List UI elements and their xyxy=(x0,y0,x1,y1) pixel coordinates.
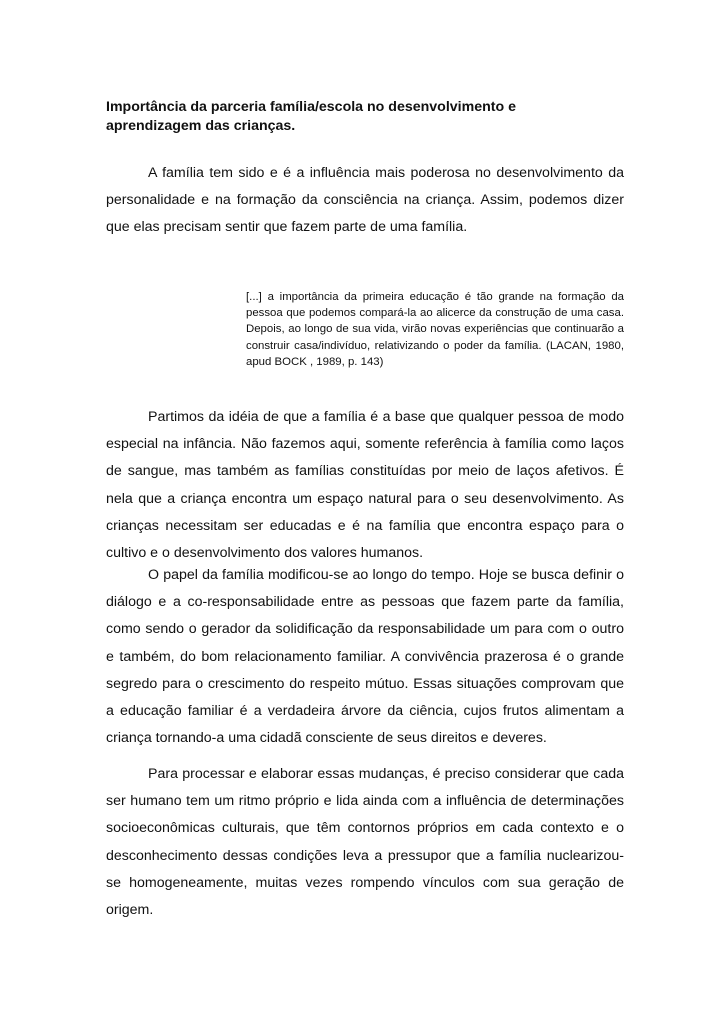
body-paragraph-2: Partimos da idéia de que a família é a base que qualquer pessoa de modo especial na infância. Não fazemos aqui, somente referência à família como laços de sangue, mas também as famílias constituídas por meio de laços afetivos. É nela que a criança encontra um espaço natural para o seu desenvolvimento. As crianças necessitam ser educadas e é na família que encontra espaço para o cultivo e o desenvolvimento dos valores humanos. xyxy=(106,409,624,562)
body-paragraph-4: Para processar e elaborar essas mudanças, é preciso considerar que cada ser humano tem um ritmo próprio e lida ainda com a influência de determinações socioeconômicas culturais, que têm contornos próprios em cada contexto e o desconhecimento dessas condições leva a pressupor que a família nuclearizou-se homogeneamente, muitas vezes rompendo vínculos com sua geração de origem. xyxy=(106,766,624,919)
body-paragraph-1: A família tem sido e é a influência mais poderosa no desenvolvimento da personalidade e na formação da consciência na criança. Assim, podemos dizer que elas precisam sentir que fazem parte de uma família. xyxy=(106,165,624,236)
document-title: Importância da parceria família/escola no desenvolvimento e aprendizagem das crianças. xyxy=(106,99,517,134)
body-paragraph-3: O papel da família modificou-se ao longo do tempo. Hoje se busca definir o diálogo e a co-responsabilidade entre as pessoas que fazem parte da família, como sendo o gerador da solidificação da responsabilidade um para com o outro e também, do bom relacionamento familiar. A convivência prazerosa é o grande segredo para o crescimento do respeito mútuo. Essas situações comprovam que a educação familiar é a verdadeira árvore da ciência, cujos frutos alimentam a criança tornando-a uma cidadã consciente de seus direitos e deveres. xyxy=(106,567,624,747)
block-quote: [...] a importância da primeira educação é tão grande na formação da pessoa que podemos compará-la ao alicerce da construção de uma casa. Depois, ao longo de sua vida, virão novas experiências que continuarão a construir casa/indivíduo, relativizando o poder da família. (LACAN, 1980, apud BOCK , 1989, p. 143) xyxy=(246,291,624,368)
